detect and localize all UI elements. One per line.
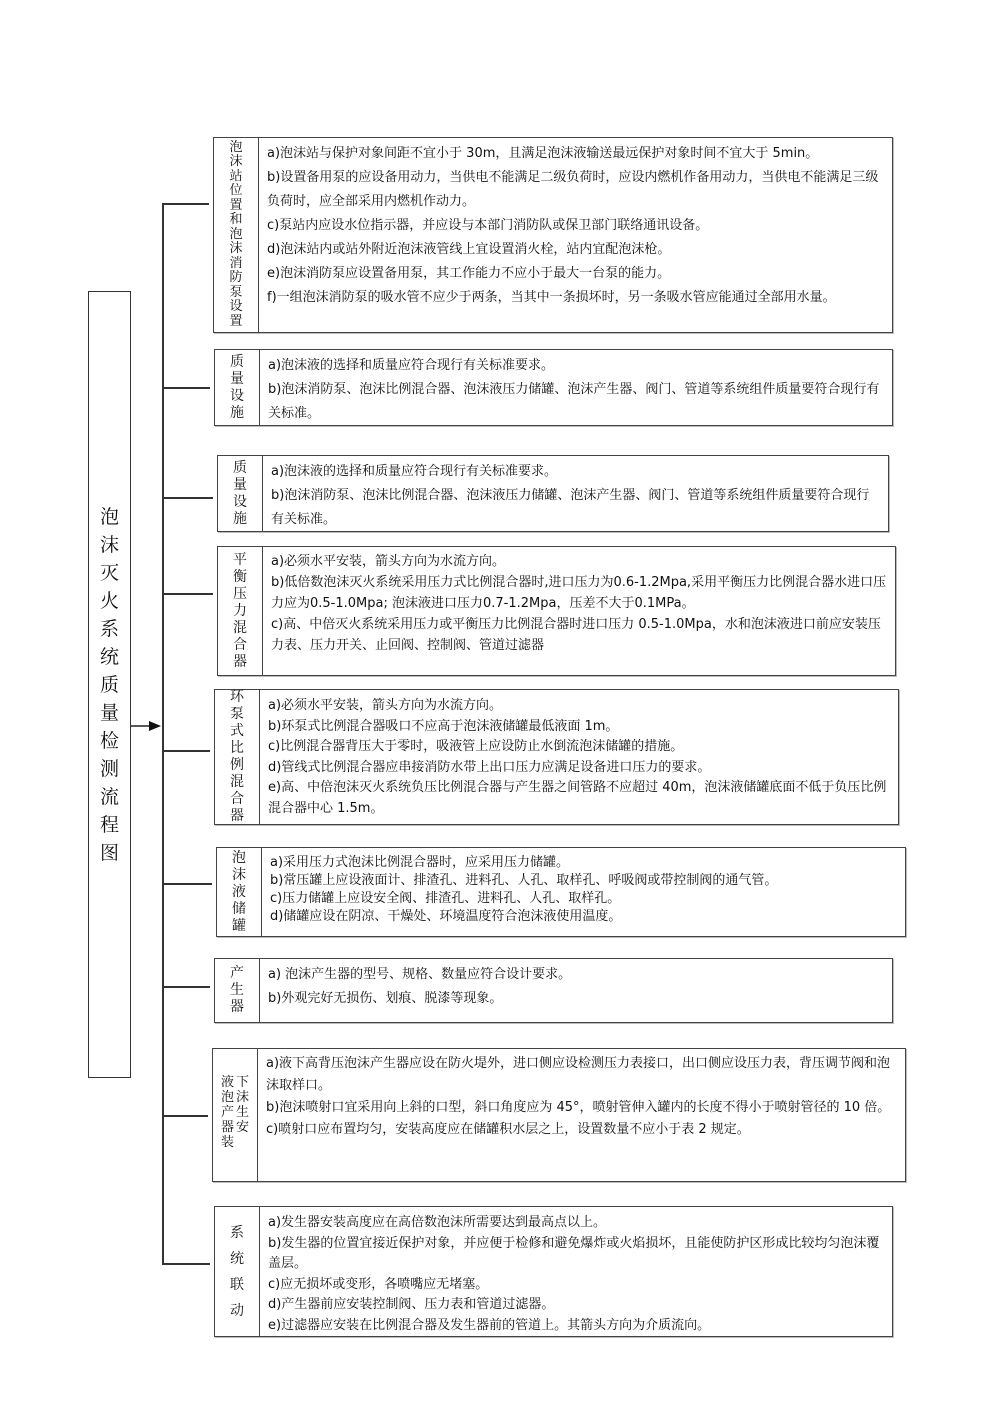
section-label-char: 统 (230, 1250, 244, 1267)
section-label-char: 泡 (232, 849, 246, 866)
section-label-char: 设 (230, 387, 244, 404)
section-label (215, 350, 260, 425)
section-label-char: 施 (233, 510, 247, 527)
section-box (216, 847, 906, 937)
section-label-char: 位 (229, 183, 243, 199)
section-label-char: 液 (232, 883, 246, 900)
section-label (215, 1207, 260, 1336)
section-label-char: 沫 (229, 241, 243, 257)
section-box (214, 689, 899, 825)
branch-connector-line (162, 750, 210, 752)
requirement-item: d)产生器前应安装控制阀、压力表和管道过滤器。 (268, 1297, 555, 1312)
section-label-char: 产 (220, 1105, 234, 1120)
section-label-char: 沫 (236, 1090, 250, 1105)
title-char: 火 (99, 589, 119, 612)
section-label-char: 器 (220, 1120, 234, 1135)
branch-connector-line (162, 883, 212, 885)
requirement-item: c)喷射口应布置均匀，安装高度应在储罐积水层之上，设置数量不应小于表 2 规定。 (266, 1122, 750, 1137)
section-content (260, 350, 892, 425)
section-label-char: 联 (230, 1276, 244, 1293)
title-char: 检 (99, 729, 119, 752)
section-content (263, 456, 888, 531)
requirement-item: b)设置备用泵的应设备用动力，当供电不能满足二级负荷时，应设内燃机作备用动力，当供电不能满足三级负荷时，应全部采用内燃机作动力。 (267, 170, 879, 209)
section-content (260, 959, 892, 1022)
requirement-item: b)泡沫消防泵、泡沫比例混合器、泡沫液压力储罐、泡沫产生器、阀门、管道等系统组件质量要符合现行有关标准。 (271, 488, 870, 527)
section-label-char: 衡 (233, 568, 247, 585)
section-box (217, 455, 889, 532)
section-label-char: 站 (229, 168, 243, 184)
requirement-item: a)必须水平安装，箭头方向为水流方向。 (268, 698, 503, 713)
section-label-char: 混 (230, 774, 244, 790)
section-label (217, 848, 262, 936)
section-label-char: 混 (233, 619, 247, 636)
requirement-item: b)环泵式比例混合器吸口不应高于泡沫液储罐最低液面 1m。 (268, 718, 619, 734)
section-box (212, 1048, 906, 1182)
title-char: 测 (99, 757, 119, 780)
section-label-char: 和 (229, 212, 243, 228)
flowchart-title-box (88, 291, 131, 1078)
section-label-char: 置 (229, 197, 243, 213)
title-char: 质 (99, 673, 119, 696)
section-label-char: 泵 (230, 706, 244, 722)
requirement-item: a)泡沫站与保护对象间距不宜小于 30m，且满足泡沫液输送最远保护对象时间不宜大于 5min。 (267, 146, 819, 161)
section-label-char: 安 (236, 1120, 250, 1135)
branch-connector-line (162, 1115, 208, 1117)
title-char: 流 (99, 785, 119, 808)
section-content (259, 138, 892, 332)
branch-connector-line (162, 593, 213, 595)
requirement-item: a)必须水平安装，箭头方向为水流方向。 (271, 554, 506, 569)
section-label-char: 储 (232, 900, 246, 917)
requirement-item: d)管线式比例混合器应串接消防水带上出口压力应满足设备进口压力的要求。 (268, 759, 711, 775)
section-label-char: 合 (230, 791, 244, 807)
requirement-item: c)应无损坏或变形，各喷嘴应无堵塞。 (268, 1276, 489, 1292)
section-label (215, 690, 260, 824)
section-label-char: 生 (230, 982, 244, 998)
section-label-column (236, 1075, 249, 1135)
section-label-char: 消 (229, 255, 243, 271)
requirement-item: c)压力储罐上应设安全阀、排渣孔、进料孔、人孔、取样孔。 (270, 891, 621, 906)
section-label-char: 罐 (232, 917, 246, 934)
section-label (218, 456, 263, 531)
section-label (215, 959, 260, 1022)
section-label-char: 质 (233, 459, 247, 476)
section-label-char: 施 (230, 404, 244, 421)
section-label-char: 器 (233, 653, 247, 670)
requirement-item: a)泡沫液的选择和质量应符合现行有关标准要求。 (268, 358, 555, 373)
requirement-item: c)高、中倍灭火系统采用压力或平衡压力比例混合器时进口压力 0.5-1.0Mpa，水和泡沫液进口前应安装压力表、压力开关、止回阀、控制阀、管道过滤器 (271, 617, 881, 653)
section-box (214, 1206, 893, 1337)
section-label-char: 器 (230, 808, 244, 824)
branch-connector-line (162, 986, 210, 988)
section-label-char: 沫 (232, 866, 246, 883)
branch-connector-line (162, 387, 210, 389)
title-char: 系 (99, 617, 119, 640)
section-label-char: 泵 (229, 284, 243, 300)
requirement-item: b)泡沫喷射口宜采用向上斜的口型，斜口角度应为 45°，喷射管伸入罐内的长度不得小于喷射管径的 10 倍。 (266, 1100, 891, 1115)
section-box (213, 137, 893, 333)
section-label-char: 产 (230, 965, 244, 981)
section-label-char: 力 (233, 602, 247, 619)
section-label-char: 泡 (220, 1090, 234, 1105)
section-label-char: 量 (233, 476, 247, 493)
title-char: 程 (99, 813, 119, 836)
requirement-item: f)一组泡沫消防泵的吸水管不应少于两条，当其中一条损坏时，另一条吸水管应能通过全部用水量。 (267, 290, 836, 305)
section-label-char: 装 (220, 1135, 234, 1150)
trunk-connector-line (162, 203, 164, 1264)
title-char: 沫 (99, 533, 119, 556)
section-label (213, 1049, 258, 1181)
requirement-item: b)发生器的位置宜接近保护对象，并应便于检修和避免爆炸或火焰损坏，且能使防护区形成比较均匀泡沫覆盖层。 (268, 1235, 880, 1271)
requirement-item: b)外观完好无损伤、划痕、脱漆等现象。 (268, 991, 503, 1006)
requirement-item: e)泡沫消防泵应设置备用泵，其工作能力不应小于最大一台泵的能力。 (267, 266, 671, 281)
section-label-char: 环 (230, 689, 244, 705)
section-label-char: 比 (230, 740, 244, 756)
section-label-char: 防 (229, 270, 243, 286)
section-label-char: 合 (233, 636, 247, 653)
branch-connector-line (162, 203, 209, 205)
requirement-item: a)液下高背压泡沫产生器应设在防火堤外，进口侧应设检测压力表接口，出口侧应设压力表，背压调节阀和泡沫取样口。 (266, 1056, 891, 1093)
section-label-char: 设 (233, 493, 247, 510)
section-label-char: 设 (229, 299, 243, 315)
section-content (260, 690, 898, 824)
requirement-item: a)泡沫液的选择和质量应符合现行有关标准要求。 (271, 464, 558, 479)
section-label-char: 下 (236, 1075, 250, 1090)
section-label-char: 压 (233, 585, 247, 602)
section-label (214, 138, 259, 332)
title-char: 统 (99, 645, 119, 668)
requirement-item: d)储罐应设在阴凉、干燥处、环境温度符合泡沫液使用温度。 (270, 909, 622, 924)
section-content (263, 547, 895, 675)
section-content (262, 848, 905, 936)
requirement-item: b)常压罐上应设液面计、排渣孔、进料孔、人孔、取样孔、呼吸阀或带控制阀的通气管。 (270, 873, 778, 888)
requirement-item: d)泡沫站内或站外附近泡沫液管线上宜设置消火栓，站内宜配泡沫枪。 (267, 242, 671, 257)
branch-connector-line (162, 1263, 210, 1265)
requirement-item: b)低倍数泡沫灭火系统采用压力式比例混合器时,进口压力为0.6-1.2Mpa,采用平衡压力比例混合器水进口压力应为0.5-1.0Mpa; 泡沫液进口压力0.7-1.2Mpa，压差不大于0.1MPa。 (271, 575, 887, 611)
arrow-right-icon (131, 720, 161, 732)
section-content (258, 1049, 905, 1181)
requirement-item: b)泡沫消防泵、泡沫比例混合器、泡沫液压力储罐、泡沫产生器、阀门、管道等系统组件质量要符合现行有关标准。 (268, 382, 880, 421)
section-label-char: 生 (236, 1105, 250, 1120)
title-char: 泡 (99, 505, 119, 528)
section-label-char: 系 (230, 1224, 244, 1241)
section-label-char: 量 (230, 370, 244, 387)
title-char: 图 (99, 841, 119, 864)
title-char: 量 (99, 701, 119, 724)
section-label-column (221, 1075, 234, 1150)
section-label (218, 547, 263, 675)
section-box (214, 349, 893, 426)
section-label-char: 泡 (229, 226, 243, 242)
section-box (214, 958, 893, 1023)
section-label-char: 动 (230, 1302, 244, 1319)
section-label-char: 质 (230, 353, 244, 370)
section-label-char: 液 (220, 1075, 234, 1090)
section-label-char: 式 (230, 723, 244, 739)
section-label-char: 置 (229, 313, 243, 329)
section-box (217, 546, 896, 676)
section-label-char: 平 (233, 551, 247, 568)
requirement-item: c)泵站内应设水位指示器，并应设与本部门消防队或保卫部门联络通讯设备。 (267, 218, 709, 233)
requirement-item: e)高、中倍泡沫灭火系统负压比例混合器与产生器之间管路不应超过 40m，泡沫液储罐底面不低于负压比例混合器中心 1.5m。 (268, 780, 887, 816)
section-label-char: 沫 (229, 154, 243, 170)
requirement-item: e)过滤器应安装在比例混合器及发生器前的管道上。其箭头方向为介质流向。 (268, 1317, 711, 1333)
branch-connector-line (162, 497, 213, 499)
requirement-item: a)发生器安装高度应在高倍数泡沫所需要达到最高点以上。 (268, 1215, 607, 1230)
section-label-char: 例 (230, 757, 244, 773)
section-content (260, 1207, 892, 1336)
requirement-item: c)比例混合器背压大于零时，吸液管上应设防止水倒流泡沫储罐的措施。 (268, 739, 684, 754)
requirement-item: a) 泡沫产生器的型号、规格、数量应符合设计要求。 (268, 967, 572, 982)
title-char: 灭 (99, 561, 119, 584)
requirement-item: a)采用压力式泡沫比例混合器时，应采用压力储罐。 (270, 855, 570, 870)
section-label-char: 泡 (229, 139, 243, 155)
section-label-char: 器 (230, 999, 244, 1015)
